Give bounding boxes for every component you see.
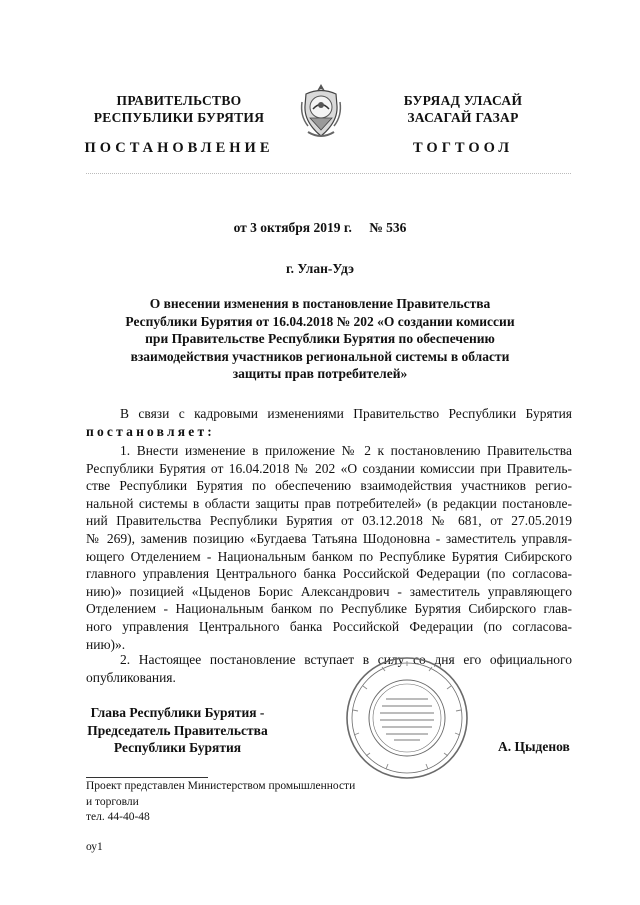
signer-line: Республики Бурятия xyxy=(113,740,242,755)
signer-position xyxy=(70,704,285,757)
header-right-line1: БУРЯАД УЛАСАЙ xyxy=(403,93,523,108)
title-line: Республики Бурятия от 16.04.2018 № 202 «О создании комиссии xyxy=(125,313,515,329)
title-line: защиты прав потребителей» xyxy=(232,366,408,381)
item-2-line: 2. Настоящее постановление вступает в силу со дня его официального xyxy=(120,652,572,667)
signer-line: Глава Республики Бурятия - xyxy=(90,705,265,720)
decree-type-russian: ПОСТАНОВЛЕНИЕ xyxy=(84,140,274,156)
document-code: оу1 xyxy=(86,841,103,853)
title-line: при Правительстве Республики Бурятия по обеспечению xyxy=(145,331,495,346)
decree-date-number xyxy=(0,220,640,236)
signer-line: Председатель Правительства xyxy=(87,722,268,738)
decree-number: № 536 xyxy=(369,220,407,235)
item-1-line: Республики Бурятия от 16.04.2018 № 202 «О создании комиссии при Правитель- xyxy=(86,460,572,476)
government-header-russian xyxy=(74,92,284,126)
item-2-paragraph xyxy=(86,651,572,686)
item-1-paragraph xyxy=(86,442,572,653)
official-seal-icon xyxy=(344,655,470,781)
footer-line: и торговли xyxy=(86,795,139,808)
item-1-line: № 269), заменив позицию «Бугдаева Татьяна Шодоновна - заместитель управля- xyxy=(86,530,572,546)
item-2-line: опубликования. xyxy=(86,669,176,685)
item-1-line: Отделением - Национальным банком по Республике Бурятия Сибирского глав- xyxy=(86,601,572,617)
signer-name: А. Цыденов xyxy=(498,739,570,754)
item-1-line: ного управления Центрального банка Российской Федерации (по согласова- xyxy=(86,618,572,634)
decree-city: г. Улан-Удэ xyxy=(286,261,354,276)
item-1-line: 1. Внести изменение в приложение № 2 к постановлению Правительства xyxy=(120,443,572,458)
item-1-line: стве Республики Бурятия по обеспечению взаимодействия участников регио- xyxy=(86,478,572,494)
header-right-line2: ЗАСАГАЙ ГАЗАР xyxy=(407,110,519,125)
footer-phone: тел. 44-40-48 xyxy=(86,811,150,823)
footer-divider xyxy=(86,777,208,778)
preamble-line: В связи с кадровыми изменениями Правительство Республики Бурятия xyxy=(120,406,572,421)
footer-line: Проект представлен Министерством промышленности xyxy=(86,780,356,792)
decrees-word: постановляет: xyxy=(86,423,215,439)
item-1-line: нальной системы в области защиты прав потребителей» (в редакции постановле- xyxy=(86,495,572,511)
preamble-paragraph xyxy=(86,405,572,440)
item-1-line: нию)». xyxy=(86,636,126,652)
item-1-line: ний Правительства Республики Бурятия от 03.12.2018 № 681, от 27.05.2019 xyxy=(86,513,572,529)
header-left-line1: ПРАВИТЕЛЬСТВО xyxy=(116,93,242,108)
header-divider xyxy=(86,173,571,174)
item-1-line: нию)» позицией «Цыденов Борис Александрович - заместитель управляющего xyxy=(86,583,572,599)
decree-title xyxy=(110,295,530,383)
item-1-line: главного управления Центрального банка Российской Федерации (по согласова- xyxy=(86,566,572,582)
title-line: О внесении изменения в постановление Правительства xyxy=(149,296,491,311)
header-left-line2: РЕСПУБЛИКИ БУРЯТИЯ xyxy=(93,110,265,125)
title-line: взаимодействия участников региональной системы в области xyxy=(130,348,510,364)
footer-note xyxy=(86,779,426,826)
decree-date: от 3 октября 2019 г. xyxy=(233,220,352,235)
decree-type-buryat: ТОГТООЛ xyxy=(412,140,514,156)
item-1-line: ющего Отделением - Национальным банком по Республике Бурятия Сибирского xyxy=(86,548,572,564)
republic-emblem-icon xyxy=(296,82,346,142)
government-header-buryat xyxy=(358,92,568,126)
